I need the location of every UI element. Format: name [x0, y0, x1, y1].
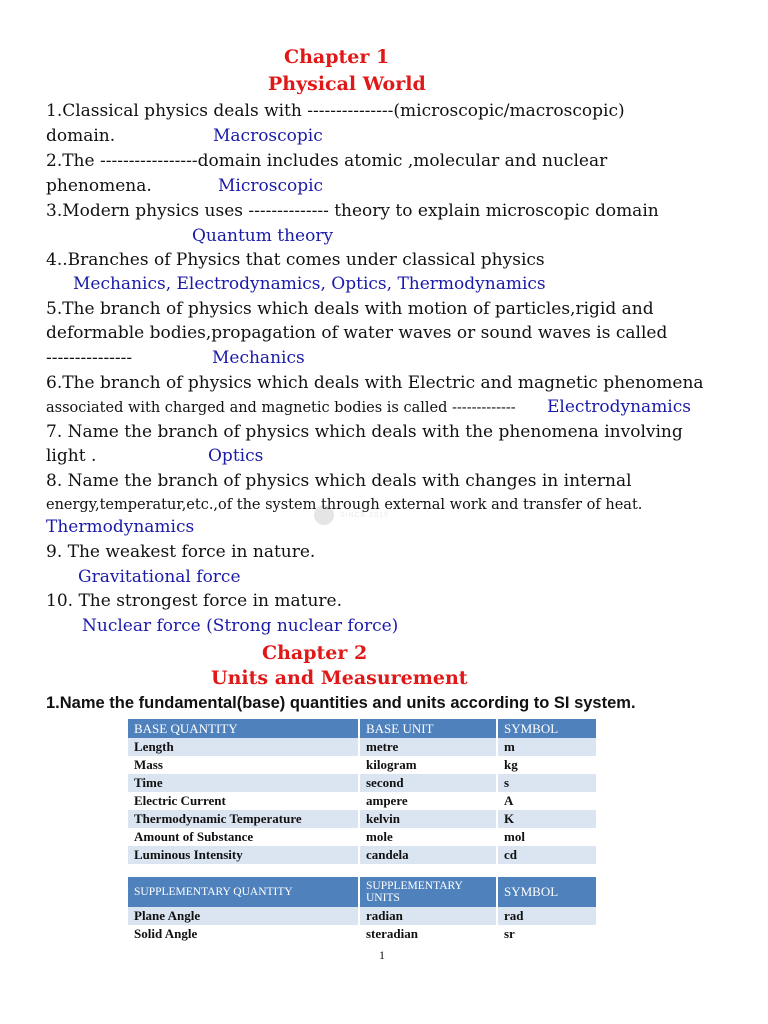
symbol-cell: kg	[497, 756, 597, 774]
table-row	[128, 810, 597, 828]
unit-cell: candela	[359, 846, 497, 864]
table-row	[128, 828, 597, 846]
q9-line-1: 9. The weakest force in nature.	[46, 542, 316, 562]
q10-line-1: 10. The strongest force in mature.	[46, 591, 343, 611]
q5-line-2: deformable bodies,propagation of water waves or sound waves is called	[46, 323, 668, 343]
watermark-circle-icon	[314, 505, 334, 525]
q1-line-1: 1.Classical physics deals with ---------------(microscopic/macroscopic)	[46, 101, 625, 121]
unit-cell: kilogram	[359, 756, 497, 774]
quantity-cell: Plane Angle	[128, 907, 359, 925]
q10-answer: Nuclear force (Strong nuclear force)	[82, 616, 399, 636]
q8-answer: Thermodynamics	[46, 517, 195, 537]
quantity-cell: Thermodynamic Temperature	[128, 810, 359, 828]
q2-answer: Microscopic	[218, 176, 324, 196]
q1-line-2: domain.	[46, 126, 116, 146]
q5-line-1: 5.The branch of physics which deals with motion of particles,rigid and	[46, 299, 654, 319]
q2-line-1: 2.The -----------------domain includes atomic ,molecular and nuclear	[46, 151, 608, 171]
header-supplementary-quantity: SUPPLEMENTARY QUANTITY	[128, 877, 359, 907]
quantity-cell: Length	[128, 738, 359, 756]
symbol-cell: cd	[497, 846, 597, 864]
table-row	[128, 925, 597, 943]
unit-cell: metre	[359, 738, 497, 756]
table-header-row	[128, 877, 597, 907]
supplementary-quantities-table	[128, 877, 598, 943]
watermark-logo	[314, 502, 424, 528]
chapter-2-title: Units and Measurement	[211, 667, 468, 689]
chapter-2-heading: Chapter 2	[262, 642, 368, 664]
q8-line-2: energy,temperatur,etc.,of the system through external work and transfer of heat.	[46, 497, 643, 513]
header-symbol: SYMBOL	[497, 719, 597, 738]
q3-line-1: 3.Modern physics uses -------------- theory to explain microscopic domain	[46, 201, 659, 221]
q4-answer: Mechanics, Electrodynamics, Optics, Thermodynamics	[73, 274, 546, 294]
q6-line-2: associated with charged and magnetic bodies is called -------------	[46, 400, 516, 416]
symbol-cell: m	[497, 738, 597, 756]
unit-cell: steradian	[359, 925, 497, 943]
quantity-cell: Amount of Substance	[128, 828, 359, 846]
unit-cell: kelvin	[359, 810, 497, 828]
symbol-cell: sr	[497, 925, 597, 943]
unit-cell: second	[359, 774, 497, 792]
header-base-unit: BASE UNIT	[359, 719, 497, 738]
header-supplementary-units: SUPPLEMENTARY UNITS	[359, 877, 497, 907]
header-base-quantity: BASE QUANTITY	[128, 719, 359, 738]
q3-answer: Quantum theory	[192, 226, 334, 246]
unit-cell: ampere	[359, 792, 497, 810]
symbol-cell: mol	[497, 828, 597, 846]
table-row	[128, 792, 597, 810]
table-row	[128, 907, 597, 925]
table-row	[128, 846, 597, 864]
q6-line-1: 6.The branch of physics which deals with Electric and magnetic phenomena	[46, 373, 704, 393]
watermark-text: SINCE 2015	[340, 511, 389, 519]
unit-cell: radian	[359, 907, 497, 925]
table-row	[128, 738, 597, 756]
chapter-1-heading: Chapter 1	[284, 46, 390, 68]
ch2-question-1: 1.Name the fundamental(base) quantities and units according to SI system.	[46, 694, 636, 712]
page-number: 1	[379, 948, 385, 962]
q6-answer: Electrodynamics	[547, 397, 691, 417]
q5-answer: Mechanics	[212, 348, 305, 368]
symbol-cell: s	[497, 774, 597, 792]
quantity-cell: Solid Angle	[128, 925, 359, 943]
symbol-cell: K	[497, 810, 597, 828]
base-quantities-table	[128, 719, 598, 864]
symbol-cell: rad	[497, 907, 597, 925]
q8-line-1: 8. Name the branch of physics which deals with changes in internal	[46, 471, 632, 491]
table-row	[128, 774, 597, 792]
header-symbol: SYMBOL	[497, 877, 597, 907]
table-row	[128, 756, 597, 774]
symbol-cell: A	[497, 792, 597, 810]
q9-answer: Gravitational force	[78, 567, 241, 587]
quantity-cell: Mass	[128, 756, 359, 774]
unit-cell: mole	[359, 828, 497, 846]
chapter-1-title: Physical World	[268, 73, 426, 95]
q1-answer: Macroscopic	[213, 126, 323, 146]
quantity-cell: Luminous Intensity	[128, 846, 359, 864]
q2-line-2: phenomena.	[46, 176, 152, 196]
q7-answer: Optics	[208, 446, 264, 466]
quantity-cell: Electric Current	[128, 792, 359, 810]
q4-line-1: 4..Branches of Physics that comes under classical physics	[46, 250, 545, 270]
q7-line-2: light .	[46, 446, 97, 466]
quantity-cell: Time	[128, 774, 359, 792]
table-header-row	[128, 719, 597, 738]
q7-line-1: 7. Name the branch of physics which deals with the phenomena involving	[46, 422, 683, 442]
q5-line-3: ---------------	[46, 348, 133, 368]
